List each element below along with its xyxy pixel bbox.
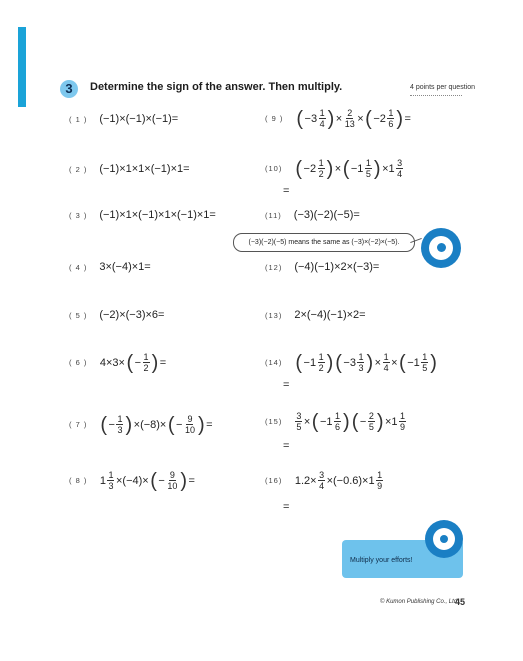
equals-sign: = <box>159 356 167 369</box>
whole-number: −2 <box>373 112 386 125</box>
problem-2 <box>69 163 190 175</box>
section-number-badge: 3 <box>60 80 78 98</box>
fraction: $\frac{1}{4}$ <box>319 108 325 129</box>
problem-14 <box>265 352 438 373</box>
problem-1 <box>69 113 178 125</box>
problem-expression: (−4)(−1)×2×(−3)= <box>294 261 380 273</box>
expr-part: ×(−8)× <box>133 418 167 431</box>
problem-expression: 3×(−4)×1= <box>99 261 151 273</box>
encouragement-text: Multiply your efforts! <box>350 557 413 564</box>
problem-13 <box>265 309 366 321</box>
problem-8 <box>69 470 195 491</box>
copyright-text: © Kumon Publishing Co., Ltd. <box>380 599 459 605</box>
fraction: $\frac{1}{9}$ <box>400 411 406 432</box>
equals-sign: = <box>404 112 411 125</box>
problem-number: (10) <box>265 164 283 173</box>
paren-open: ( <box>295 351 303 374</box>
times-sign: × <box>303 415 311 428</box>
problem-expression: (−1)×1×1×(−1)×1= <box>99 163 190 175</box>
paren-close: ) <box>376 410 384 433</box>
paren-open: ( <box>399 351 406 374</box>
equals-sign: = <box>206 418 213 431</box>
problem-number: ( 1 ) <box>69 114 88 124</box>
fraction: $\frac{1}{3}$ <box>108 470 114 491</box>
times-sign: × <box>374 356 382 369</box>
fraction: $\frac{2}{5}$ <box>368 411 374 432</box>
problem-number: ( 4 ) <box>69 262 88 272</box>
whole-number: −2 <box>303 162 317 175</box>
problem-number: ( 9 ) <box>265 114 284 123</box>
answer-line-equals: = <box>283 379 290 391</box>
paren-open: ( <box>167 413 175 436</box>
minus-sign: − <box>134 356 142 369</box>
problem-number: ( 8 ) <box>69 476 88 485</box>
whole-number: −3 <box>343 356 356 369</box>
minus-sign: − <box>359 415 367 428</box>
paren-close: ) <box>366 351 374 374</box>
fraction: $\frac{1}{3}$ <box>117 414 123 435</box>
expr-part: ×1 <box>382 162 395 175</box>
paren-open: ( <box>335 351 342 374</box>
fraction: $\frac{1}{4}$ <box>383 352 389 373</box>
problem-number: (15) <box>265 417 283 426</box>
problem-number: (16) <box>265 476 283 485</box>
minus-sign: − <box>176 418 183 431</box>
times-sign: × <box>335 112 343 125</box>
fraction: $\frac{1}{2}$ <box>143 352 149 373</box>
expr-part: ×(−4)× <box>115 474 149 487</box>
paren-close: ) <box>180 469 187 492</box>
paren-open: ( <box>311 410 319 433</box>
paren-open: ( <box>100 413 108 436</box>
paren-close: ) <box>125 413 133 436</box>
times-sign: × <box>391 356 398 369</box>
paren-open: ( <box>342 157 350 180</box>
expr-part: 1.2× <box>294 474 317 487</box>
problem-15 <box>265 411 407 432</box>
expr-part: ×(−0.6)×1 <box>326 474 375 487</box>
problem-expression: 2×(−4)(−1)×2= <box>294 309 366 321</box>
fraction: $\frac{9}{10}$ <box>184 414 195 435</box>
fraction: $\frac{1}{9}$ <box>377 470 383 491</box>
problem-number: ( 2 ) <box>69 164 88 174</box>
accent-bar <box>18 27 26 107</box>
minus-sign: − <box>108 418 115 431</box>
paren-open: ( <box>150 469 157 492</box>
problem-5 <box>69 309 164 321</box>
paren-open: ( <box>351 410 359 433</box>
problem-number: ( 3 ) <box>69 210 88 220</box>
problem-6 <box>69 352 167 373</box>
paren-close: ) <box>343 410 350 433</box>
problem-number: ( 7 ) <box>69 420 88 429</box>
problem-expression: (−2)×(−3)×6= <box>99 309 165 321</box>
problem-11 <box>265 209 360 221</box>
expr-part: ×1 <box>385 415 398 428</box>
problem-expression: (−3)(−2)(−5)= <box>293 209 360 221</box>
problem-3 <box>69 209 216 221</box>
page-number: 45 <box>455 597 466 607</box>
whole-number: −1 <box>350 162 364 175</box>
instruction-text: Determine the sign of the answer. Then multiply. <box>90 81 343 93</box>
paren-close: ) <box>151 351 159 374</box>
fraction: $\frac{3}{5}$ <box>296 411 302 432</box>
problem-7 <box>69 414 213 435</box>
paren-open: ( <box>126 351 134 374</box>
answer-line-equals: = <box>283 501 290 513</box>
paren-close: ) <box>430 351 437 374</box>
fraction: $\frac{1}{5}$ <box>365 158 371 179</box>
expr-part: 4×3× <box>99 356 125 369</box>
note-bubble: (−3)(−2)(−5) means the same as (−3)×(−2)×(−5). <box>233 233 415 252</box>
whole-number: −1 <box>407 356 420 369</box>
paren-open: ( <box>296 107 304 130</box>
paren-close: ) <box>326 157 334 180</box>
problem-expression: (−1)×(−1)×(−1)= <box>99 113 179 125</box>
minus-sign: − <box>158 474 165 487</box>
whole-number: 1 <box>99 474 106 487</box>
paren-close: ) <box>373 157 381 180</box>
fraction: $\frac{3}{4}$ <box>397 158 403 179</box>
whole-number: −1 <box>319 415 333 428</box>
fraction: $\frac{2}{13}$ <box>344 108 355 129</box>
equals-sign: = <box>188 474 195 487</box>
problem-4 <box>69 261 151 273</box>
problem-10 <box>265 158 404 179</box>
points-label: 4 points per question <box>410 84 475 91</box>
whole-number: −1 <box>303 356 317 369</box>
fraction: $\frac{1}{2}$ <box>318 352 324 373</box>
problem-number: ( 5 ) <box>69 310 88 320</box>
fraction: $\frac{1}{6}$ <box>335 411 341 432</box>
paren-open: ( <box>295 157 303 180</box>
fraction: $\frac{9}{10}$ <box>167 470 178 491</box>
paren-open: ( <box>365 107 372 130</box>
problem-number: (13) <box>265 310 283 320</box>
problem-number: (11) <box>265 210 282 220</box>
answer-line-equals: = <box>283 185 290 197</box>
problem-number: (14) <box>265 358 283 367</box>
problem-12 <box>265 261 379 273</box>
mascot-eye <box>440 535 448 543</box>
answer-line-equals: = <box>283 440 290 452</box>
paren-close: ) <box>197 413 205 436</box>
fraction: $\frac{1}{3}$ <box>358 352 364 373</box>
fraction: $\frac{3}{4}$ <box>319 470 325 491</box>
times-sign: × <box>334 162 342 175</box>
fraction: $\frac{1}{2}$ <box>318 158 324 179</box>
points-underline <box>410 95 462 96</box>
paren-close: ) <box>326 351 334 374</box>
problem-expression: (−1)×1×(−1)×1×(−1)×1= <box>99 209 216 221</box>
problem-9 <box>265 108 411 129</box>
paren-close: ) <box>396 107 404 130</box>
problem-number: ( 6 ) <box>69 358 88 367</box>
problem-number: (12) <box>265 262 283 272</box>
paren-close: ) <box>327 107 335 130</box>
whole-number: −3 <box>304 112 318 125</box>
times-sign: × <box>357 112 364 125</box>
fraction: $\frac{1}{5}$ <box>422 352 428 373</box>
mascot-eye <box>437 243 446 252</box>
problem-16 <box>265 470 384 491</box>
fraction: $\frac{1}{6}$ <box>388 108 394 129</box>
